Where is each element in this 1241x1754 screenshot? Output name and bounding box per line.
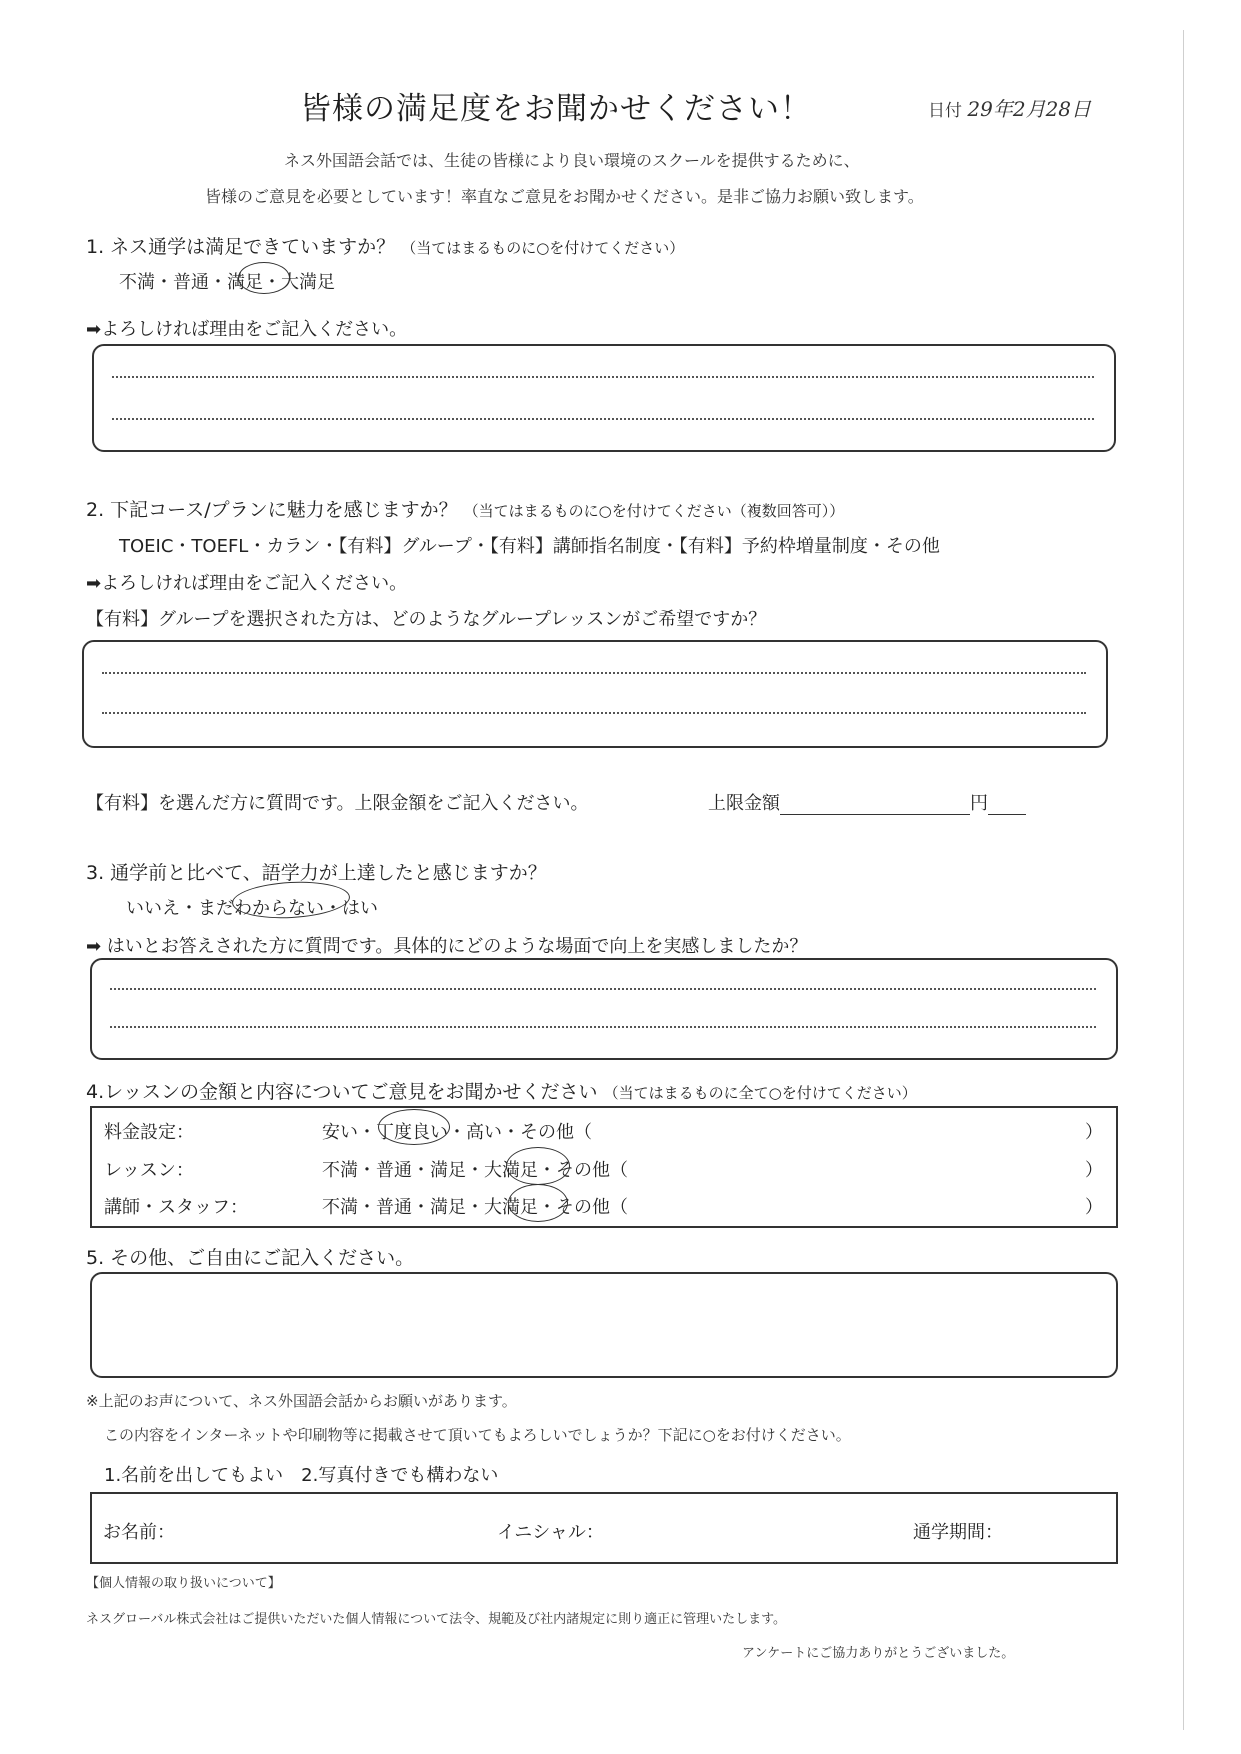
q4-row-lesson-close: ） [1085,1160,1103,1181]
q1-options[interactable]: 不満・普通・満足・大満足 [119,272,335,293]
q4-row-price-options[interactable]: 安い・丁度良い・高い・その他（ [322,1122,592,1143]
q2-limit-field[interactable] [708,789,1026,815]
q2-dotted-line-2 [102,712,1086,714]
q1-selected-circle [238,262,290,294]
q3-followup-prompt: ➡ はいとお答えされた方に質問です。具体的にどのような場面で向上を実感しましたか？ [86,936,808,957]
q4-question-text: 4.レッスンの金額と内容についてご意見をお聞かせください [86,1081,598,1103]
q3-options[interactable]: いいえ・まだわからない・はい [126,898,378,919]
q4-row-staff-close: ） [1085,1197,1103,1218]
intro-line-2: 皆様のご意見を必要としています！率直なご意見をお聞かせください。是非ご協力お願い致します。 [205,187,924,206]
privacy-heading: 【個人情報の取り扱いについて】 [86,1576,281,1591]
q1-dotted-line-2 [112,418,1094,420]
q2-group-box[interactable] [82,640,1108,748]
q2-limit-unit: 円 [970,793,988,814]
q1-reason-prompt: ➡よろしければ理由をご記入ください。 [86,319,408,340]
q3-followup-box[interactable] [90,958,1118,1060]
q2-reason-prompt: ➡よろしければ理由をご記入ください。 [86,573,408,594]
consent-note: ※上記のお声について、ネス外国語会話からお願いがあります。 [86,1392,517,1410]
q5-free-text-box[interactable] [90,1272,1118,1378]
q3-dotted-line-2 [110,1026,1096,1028]
consent-period-label[interactable]: 通学期間： [913,1522,1003,1543]
date-value[interactable]: 29年2月28日 [967,97,1092,121]
consent-initial-label[interactable]: イニシャル： [497,1522,604,1543]
q4-row-lesson-options[interactable]: 不満・普通・満足・大満足・その他（ [322,1160,628,1181]
q2-note: （当てはまるものに○を付けてください（複数回答可）） [463,502,845,520]
thanks-text: アンケートにご協力ありがとうございました。 [742,1646,1015,1661]
consent-options[interactable]: 1.名前を出してもよい 2.写真付きでも構わない [104,1465,499,1486]
consent-name-label[interactable]: お名前： [103,1522,175,1543]
q1-reason-box[interactable] [92,344,1116,452]
q2-question [86,495,844,522]
page-title: 皆様の満足度をお聞かせください！ [300,91,812,127]
page-edge-line [1183,30,1184,1730]
q4-row-lesson-label: レッスン： [104,1160,194,1181]
q4-row-price-label: 料金設定： [104,1122,194,1143]
q2-options[interactable]: TOEIC・TOEFL・カラン・【有料】グループ・【有料】講師指名制度・【有料】予約枠増量制度・その他 [119,536,940,557]
q2-limit-input-line[interactable] [780,796,970,815]
q4-question [86,1077,917,1104]
q1-question-text: 1. ネス通学は満足できていますか？ [86,236,396,258]
q3-dotted-line-1 [110,988,1096,990]
q1-question [86,232,684,259]
q4-staff-selected-circle [508,1184,568,1222]
q3-question: 3. 通学前と比べて、語学力が上達したと感じますか？ [86,862,547,884]
q4-note: （当てはまるものに全て○を付けてください） [603,1084,917,1102]
q2-question-text: 2. 下記コース/プランに魅力を感じますか？ [86,499,458,521]
q2-group-prompt: 【有料】グループを選択された方は、どのようなグループレッスンがご希望ですか？ [86,609,767,630]
q2-limit-prompt: 【有料】を選んだ方に質問です。上限金額をご記入ください。 [86,793,589,814]
intro-line-1: ネス外国語会話では、生徒の皆様により良い環境のスクールを提供するために、 [284,151,860,170]
q1-dotted-line-1 [112,376,1094,378]
privacy-text: ネスグローバル株式会社はご提供いただいた個人情報について法令、規範及び社内諸規定に則り適正に管理いたします。 [86,1612,787,1627]
q2-dotted-line-1 [102,672,1086,674]
q4-row-staff-label: 講師・スタッフ： [104,1197,248,1218]
consent-request: この内容をインターネットや印刷物等に掲載させて頂いてもよろしいでしょうか？下記に○をお付けください。 [104,1426,851,1444]
q2-limit-tail-line [988,796,1026,815]
q2-limit-label: 上限金額 [708,793,780,814]
q1-note: （当てはまるものに○を付けてください） [401,239,685,257]
q4-lesson-selected-circle [506,1147,570,1185]
date-label: 日付 [928,101,962,121]
date-field [928,93,1091,122]
q5-question: 5. その他、ご自由にご記入ください。 [86,1247,415,1269]
q4-row-price-close: ） [1085,1122,1103,1143]
q4-price-selected-circle [378,1109,450,1145]
q4-row-staff-options[interactable]: 不満・普通・満足・大満足・その他（ [322,1197,628,1218]
